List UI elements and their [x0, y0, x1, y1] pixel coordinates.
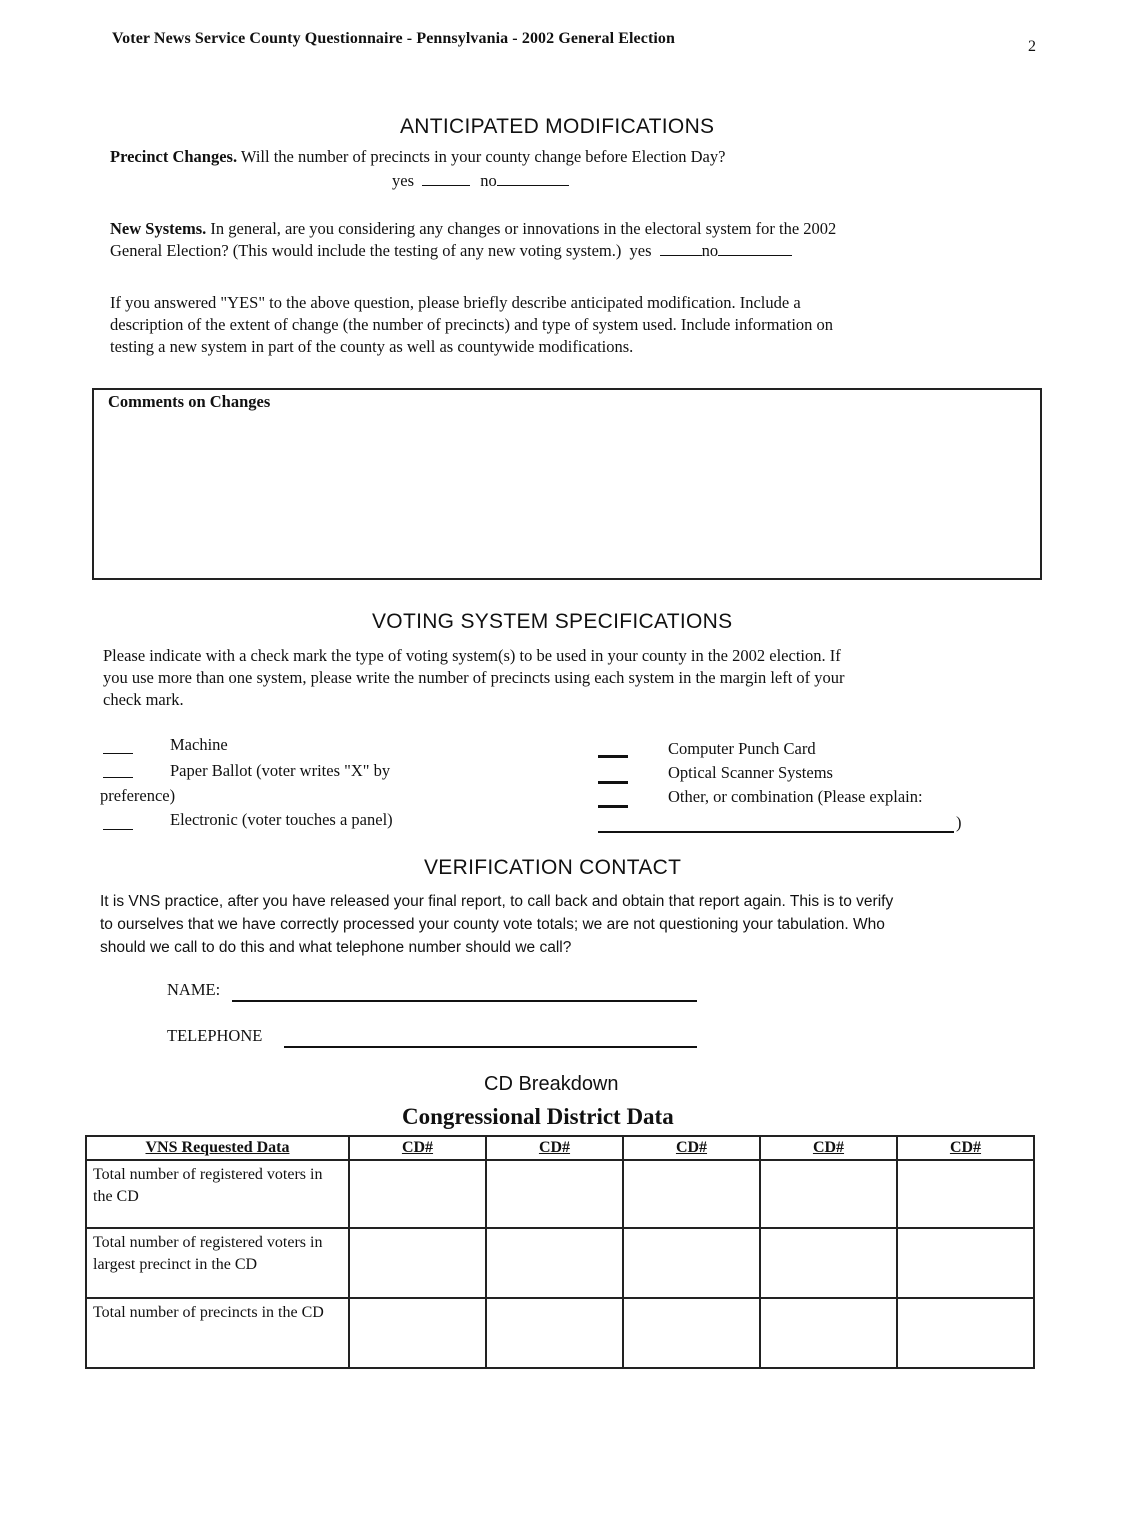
- punch-card-label: Computer Punch Card: [668, 739, 816, 758]
- row-label-largest-precinct: Total number of registered voters in largest precinct in the CD: [86, 1228, 349, 1298]
- optical-scanner-checkbox[interactable]: [598, 780, 628, 784]
- new-systems-label: New Systems.: [110, 219, 207, 238]
- precinct-yes-field[interactable]: [422, 171, 470, 186]
- header-cd-1: CD#: [349, 1136, 486, 1160]
- precinct-yes-label: yes: [392, 171, 414, 190]
- page-header: Voter News Service County Questionnaire - Pennsylvania - 2002 General Election: [112, 30, 676, 47]
- voting-system-title: VOTING SYSTEM SPECIFICATIONS: [372, 610, 733, 633]
- table-cell[interactable]: [486, 1160, 623, 1228]
- verification-line-2: to ourselves that we have correctly processed your county vote totals; we are not questioning your tabulation. Who: [100, 916, 885, 933]
- page-number: 2: [1028, 38, 1036, 55]
- other-close-paren: ): [956, 813, 962, 832]
- other-explain-field[interactable]: [598, 830, 954, 833]
- if-yes-instructions: [110, 292, 1040, 358]
- new-systems-no-field[interactable]: [718, 241, 792, 256]
- table-cell[interactable]: [897, 1228, 1034, 1298]
- table-header-row: [86, 1136, 1034, 1160]
- header-cd-5: CD#: [897, 1136, 1034, 1160]
- other-label: Other, or combination (Please explain:: [668, 787, 923, 806]
- table-cell[interactable]: [897, 1298, 1034, 1368]
- table-cell[interactable]: [486, 1298, 623, 1368]
- table-row: [86, 1228, 1034, 1298]
- new-systems-text-2: General Election? (This would include the testing of any new voting system.): [110, 241, 622, 260]
- electronic-label: Electronic (voter touches a panel): [170, 810, 393, 829]
- table-row: [86, 1160, 1034, 1228]
- paper-ballot-label-cont: preference): [100, 786, 176, 805]
- cd-breakdown-title: CD Breakdown: [484, 1073, 619, 1095]
- punch-card-checkbox[interactable]: [598, 754, 628, 758]
- table-cell[interactable]: [623, 1228, 760, 1298]
- table-cell[interactable]: [349, 1228, 486, 1298]
- header-vns-requested-data: VNS Requested Data: [86, 1136, 349, 1160]
- voting-intro-line-3: check mark.: [103, 690, 184, 709]
- table-cell[interactable]: [623, 1298, 760, 1368]
- table-row: [86, 1298, 1034, 1368]
- verification-line-3: should we call to do this and what telephone number should we call?: [100, 939, 572, 956]
- optical-scanner-label: Optical Scanner Systems: [668, 763, 833, 782]
- new-systems-yes-label: yes: [629, 241, 652, 260]
- precinct-no-label: no: [480, 171, 497, 190]
- paper-ballot-label: Paper Ballot (voter writes "X" by: [170, 761, 391, 780]
- header-cd-2: CD#: [486, 1136, 623, 1160]
- comments-on-changes-box[interactable]: [92, 388, 1042, 580]
- congressional-district-title: Congressional District Data: [402, 1104, 674, 1129]
- anticipated-modifications-title: ANTICIPATED MODIFICATIONS: [400, 115, 715, 138]
- table-cell[interactable]: [760, 1160, 897, 1228]
- machine-checkbox[interactable]: [103, 752, 133, 754]
- paper-ballot-checkbox[interactable]: [103, 776, 133, 778]
- table-cell[interactable]: [760, 1228, 897, 1298]
- table-cell[interactable]: [897, 1160, 1034, 1228]
- if-yes-line-2: description of the extent of change (the number of precincts) and type of system used. Include information on: [110, 315, 834, 334]
- telephone-label: TELEPHONE: [167, 1026, 263, 1045]
- name-label: NAME:: [167, 980, 221, 999]
- voting-system-instructions: [103, 645, 1038, 711]
- new-systems-question: [110, 218, 1040, 262]
- table-cell[interactable]: [349, 1160, 486, 1228]
- verification-line-1: It is VNS practice, after you have released your final report, to call back and obtain that report again. This is to verify: [100, 893, 894, 910]
- new-systems-no-label: no: [701, 241, 719, 260]
- precinct-changes-answer: [392, 170, 569, 192]
- telephone-field[interactable]: [284, 1045, 697, 1048]
- if-yes-line-3: testing a new system in part of the county as well as countywide modifications.: [110, 337, 634, 356]
- table-cell[interactable]: [349, 1298, 486, 1368]
- header-cd-4: CD#: [760, 1136, 897, 1160]
- row-label-registered-voters: Total number of registered voters in the CD: [86, 1160, 349, 1228]
- voting-intro-line-2: you use more than one system, please write the number of precincts using each system in the margin left of your: [103, 668, 845, 687]
- new-systems-text-1: In general, are you considering any changes or innovations in the electoral system for the 2002: [210, 219, 837, 238]
- precinct-no-field[interactable]: [497, 171, 569, 186]
- voting-intro-line-1: Please indicate with a check mark the type of voting system(s) to be used in your county in the 2002 election. If: [103, 646, 841, 665]
- table-cell[interactable]: [760, 1298, 897, 1368]
- other-checkbox[interactable]: [598, 804, 628, 808]
- name-field[interactable]: [232, 999, 697, 1002]
- precinct-changes-text: Will the number of precincts in your county change before Election Day?: [240, 147, 726, 166]
- row-label-number-of-precincts: Total number of precincts in the CD: [86, 1298, 349, 1368]
- electronic-checkbox[interactable]: [103, 828, 133, 830]
- machine-label: Machine: [170, 735, 228, 754]
- new-systems-yes-field[interactable]: [660, 241, 702, 256]
- comments-label: Comments on Changes: [108, 392, 271, 411]
- precinct-changes-question: [110, 146, 1010, 168]
- precinct-changes-label: Precinct Changes.: [110, 147, 238, 166]
- header-cd-3: CD#: [623, 1136, 760, 1160]
- verification-title: VERIFICATION CONTACT: [424, 856, 682, 879]
- if-yes-line-1: If you answered "YES" to the above question, please briefly describe anticipated modification. Include a: [110, 293, 801, 312]
- verification-text: [100, 890, 1040, 959]
- table-cell[interactable]: [623, 1160, 760, 1228]
- table-cell[interactable]: [486, 1228, 623, 1298]
- cd-data-table: [85, 1135, 1035, 1369]
